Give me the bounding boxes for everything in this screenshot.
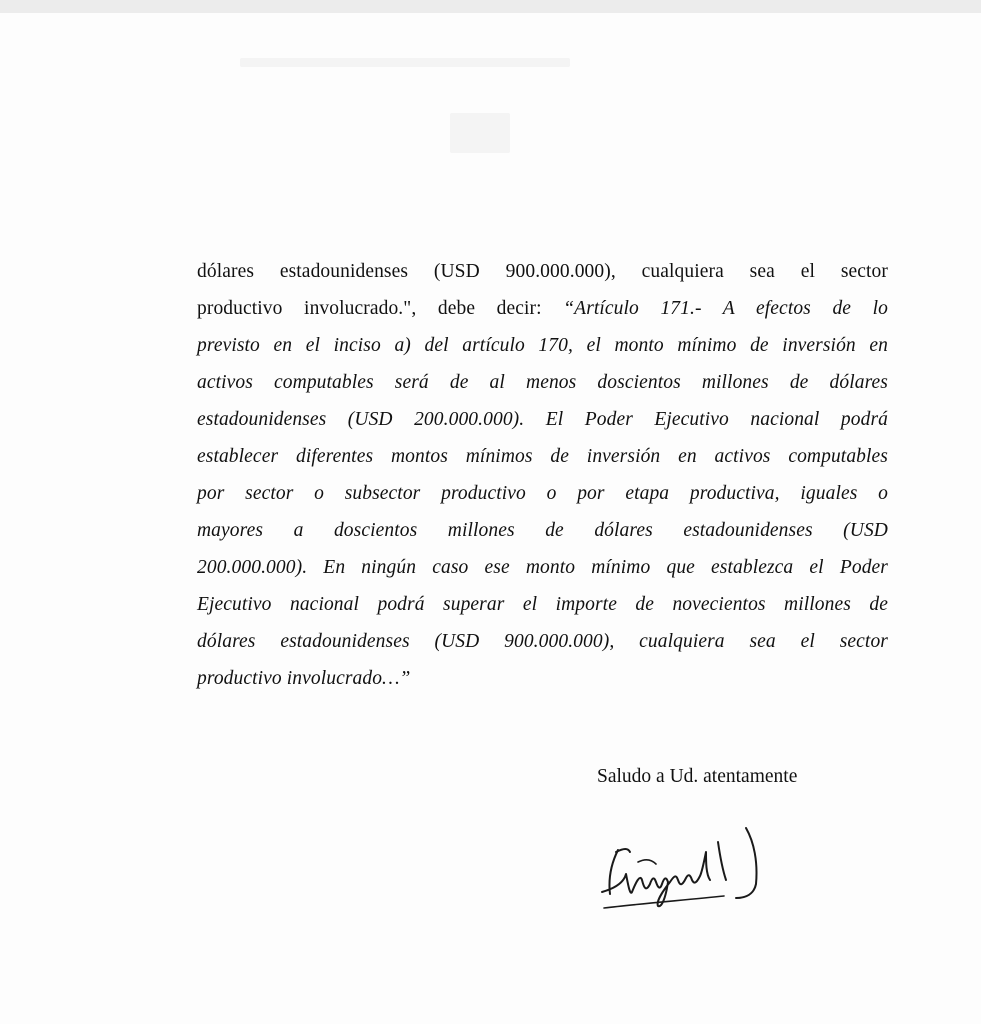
- paragraph-line: [197, 401, 888, 438]
- paragraph-line: [197, 475, 888, 512]
- paragraph-line: [197, 549, 888, 586]
- paragraph-text: dólares estadounidenses (USD 900.000.000), cualquiera sea el sector: [197, 261, 888, 282]
- quoted-article-text: dólares estadounidenses (USD 900.000.000), cualquiera sea el sector: [197, 631, 888, 652]
- quoted-article-text: establecer diferentes montos mínimos de inversión en activos computables: [197, 446, 888, 467]
- paragraph-line: [197, 660, 888, 697]
- quoted-article-text: “Artículo 171.- A efectos de lo: [563, 298, 888, 319]
- paragraph-line: [197, 623, 888, 660]
- bleed-through-mark: [450, 113, 510, 153]
- paragraph-text: productivo involucrado.", debe decir:: [197, 298, 564, 319]
- scan-top-edge: [0, 0, 981, 13]
- bleed-through-mark: [240, 58, 570, 67]
- quoted-article-text: 200.000.000). En ningún caso ese monto mínimo que establezca el Poder: [197, 557, 888, 578]
- paragraph-line: [197, 290, 888, 327]
- quoted-article-text: productivo involucrado…”: [197, 668, 411, 689]
- paragraph-line: [197, 512, 888, 549]
- paragraph-line: [197, 438, 888, 475]
- paragraph-line: [197, 364, 888, 401]
- paragraph-line: [197, 327, 888, 364]
- quoted-article-text: Ejecutivo nacional podrá superar el importe de novecientos millones de: [197, 594, 888, 615]
- quoted-article-text: estadounidenses (USD 200.000.000). El Poder Ejecutivo nacional podrá: [197, 409, 888, 430]
- quoted-article-text: previsto en el inciso a) del artículo 170, el monto mínimo de inversión en: [197, 335, 888, 356]
- handwritten-signature-icon: [596, 822, 776, 912]
- paragraph-line: [197, 253, 888, 290]
- closing-salutation: Saludo a Ud. atentamente: [597, 766, 798, 787]
- paragraph-line: [197, 586, 888, 623]
- quoted-article-text: mayores a doscientos millones de dólares estadounidenses (USD: [197, 520, 888, 541]
- body-paragraph: [197, 253, 888, 697]
- quoted-article-text: por sector o subsector productivo o por etapa productiva, iguales o: [197, 483, 888, 504]
- quoted-article-text: activos computables será de al menos doscientos millones de dólares: [197, 372, 888, 393]
